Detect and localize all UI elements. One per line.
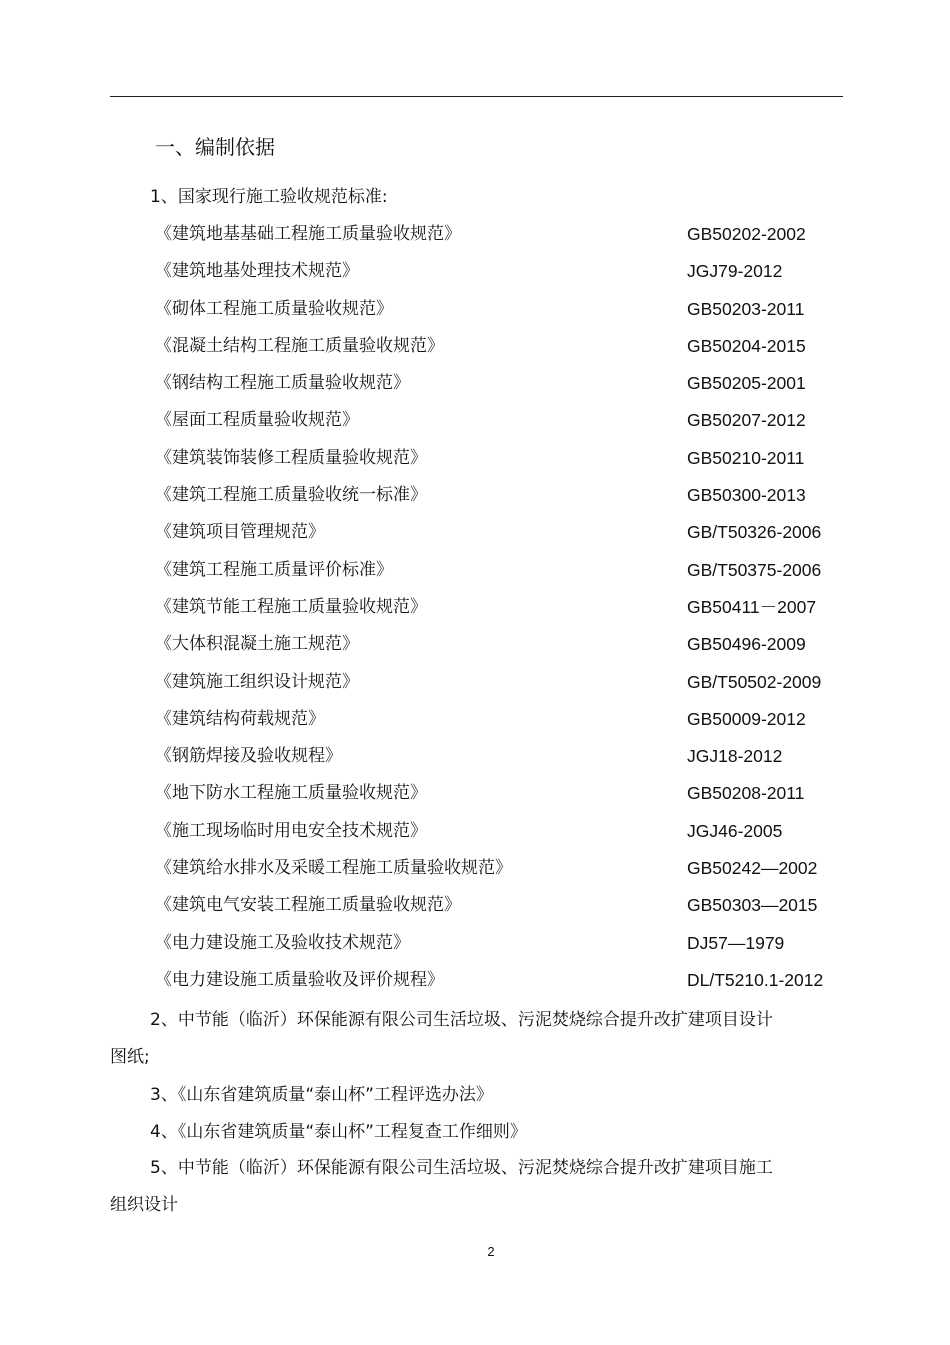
standard-code: GB50202-2002 <box>687 224 806 244</box>
standard-row <box>155 556 845 593</box>
standard-row <box>155 444 845 481</box>
page-number: 2 <box>487 1244 495 1259</box>
standard-name: 《钢筋焊接及验收规程》 <box>155 746 342 767</box>
standard-name: 《建筑电气安装工程施工质量验收规范》 <box>155 895 461 916</box>
section-heading: 一、编制依据 <box>155 135 275 159</box>
item-4: 4、《山东省建筑质量“泰山杯”工程复查工作细则》 <box>150 1122 527 1142</box>
standard-name: 《电力建设施工及验收技术规范》 <box>155 932 410 953</box>
item-5-line-2: 组织设计 <box>110 1195 178 1215</box>
item-2-line-1: 2、中节能（临沂）环保能源有限公司生活垃圾、污泥焚烧综合提升改扩建项目设计 <box>150 1010 773 1030</box>
item-2-line-2: 图纸; <box>110 1047 150 1067</box>
standard-row <box>155 854 845 891</box>
standard-code: GB50496-2009 <box>687 634 806 655</box>
standard-name: 《屋面工程质量验收规范》 <box>155 410 359 431</box>
standard-row <box>155 220 845 257</box>
standard-code: JGJ79-2012 <box>687 261 783 282</box>
standard-name: 《砌体工程施工质量验收规范》 <box>155 298 393 319</box>
standard-code: GB50205-2001 <box>687 373 806 394</box>
standard-name: 《建筑工程施工质量验收统一标准》 <box>155 485 427 506</box>
standard-code: GB50207-2012 <box>687 410 806 431</box>
standard-row <box>155 705 845 742</box>
standard-code: GB50303—2015 <box>687 895 818 916</box>
standard-name: 《建筑地基基础工程施工质量验收规范》 <box>155 224 461 244</box>
item-5-line-1: 5、中节能（临沂）环保能源有限公司生活垃圾、污泥焚烧综合提升改扩建项目施工 <box>150 1158 773 1178</box>
standard-row <box>155 630 845 667</box>
item-5-paragraph <box>110 1150 810 1224</box>
standard-code: GB50300-2013 <box>687 485 806 506</box>
standard-name: 《电力建设施工质量验收及评价规程》 <box>155 969 444 990</box>
standard-name: 《建筑施工组织设计规范》 <box>155 671 359 692</box>
standard-code: DJ57—1979 <box>687 932 785 953</box>
standard-row <box>155 406 845 443</box>
standard-code: GB50208-2011 <box>687 783 805 804</box>
standard-name: 《建筑装饰装修工程质量验收规范》 <box>155 447 427 468</box>
standard-row <box>155 518 845 555</box>
standard-name: 《建筑地基处理技术规范》 <box>155 261 359 282</box>
standard-row <box>155 891 845 928</box>
standard-row <box>155 332 845 369</box>
standard-name: 《地下防水工程施工质量验收规范》 <box>155 783 427 804</box>
standard-row <box>155 593 845 630</box>
standards-intro: 1、国家现行施工验收规范标准: <box>150 187 388 207</box>
header-rule <box>110 96 843 97</box>
standard-code: GB50204-2015 <box>687 335 806 356</box>
standard-code: GB/T50326-2006 <box>687 522 822 543</box>
standard-code: GB50203-2011 <box>687 298 805 319</box>
standard-code: GB/T50502-2009 <box>687 671 822 692</box>
standard-code: GB/T50375-2006 <box>687 559 822 580</box>
standard-code: GB50242—2002 <box>687 858 818 879</box>
item-3: 3、《山东省建筑质量“泰山杯”工程评选办法》 <box>150 1085 493 1105</box>
standard-name: 《建筑项目管理规范》 <box>155 522 325 543</box>
standard-name: 《建筑节能工程施工质量验收规范》 <box>155 596 427 617</box>
standard-name: 《建筑给水排水及采暖工程施工质量验收规范》 <box>155 858 512 879</box>
standard-name: 《施工现场临时用电安全技术规范》 <box>155 820 427 841</box>
item-2-paragraph <box>110 1002 810 1076</box>
standard-row <box>155 369 845 406</box>
standard-row <box>155 668 845 705</box>
standard-name: 《建筑结构荷载规范》 <box>155 708 325 729</box>
standard-code: GB50411－2007 <box>687 596 817 617</box>
standard-row <box>155 817 845 854</box>
standard-name: 《混凝土结构工程施工质量验收规范》 <box>155 335 444 356</box>
standard-name: 《大体积混凝土施工规范》 <box>155 634 359 655</box>
standard-name: 《建筑工程施工质量评价标准》 <box>155 559 393 580</box>
standard-code: DL/T5210.1-2012 <box>687 969 824 990</box>
standard-row <box>155 966 845 1003</box>
standard-code: JGJ46-2005 <box>687 820 783 841</box>
standard-row <box>155 481 845 518</box>
standard-row <box>155 295 845 332</box>
standards-list <box>155 220 845 1003</box>
standard-row <box>155 929 845 966</box>
standard-name: 《钢结构工程施工质量验收规范》 <box>155 373 410 394</box>
standard-row <box>155 779 845 816</box>
standard-code: JGJ18-2012 <box>687 746 783 767</box>
standard-code: GB50009-2012 <box>687 708 806 729</box>
standard-row <box>155 257 845 294</box>
standard-code: GB50210-2011 <box>687 447 805 468</box>
standard-row <box>155 742 845 779</box>
